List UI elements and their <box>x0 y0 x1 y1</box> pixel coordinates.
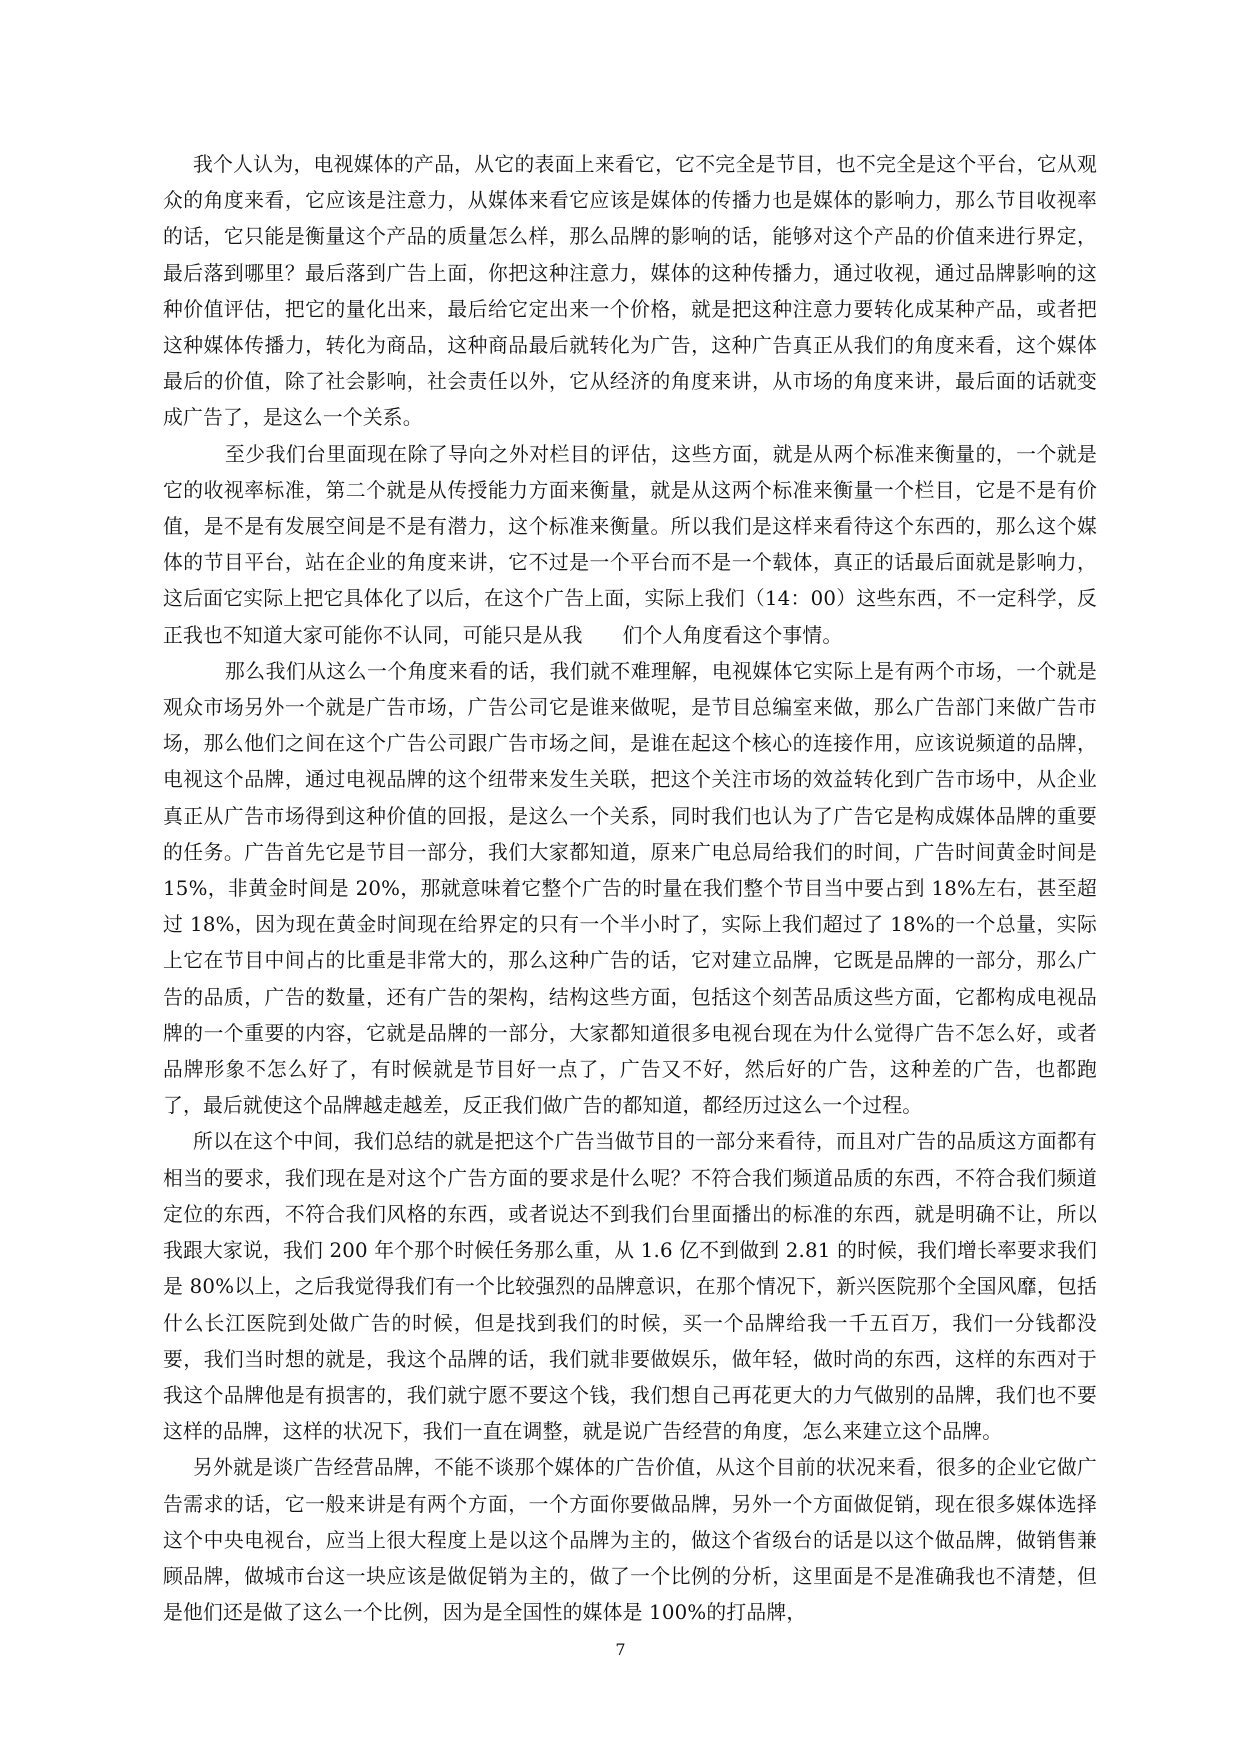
paragraph-1: 我个人认为，电视媒体的产品，从它的表面上来看它，它不完全是节目，也不完全是这个平台，它从观众的角度来看，它应该是注意力，从媒体来看它应该是媒体的传播力也是媒体的影响力，那么节目收视率的话，它只能是衡量这个产品的质量怎么样，那么品牌的影响的话，能够对这个产品的价值来进行界定，最后落到哪里？最后落到广告上面，你把这种注意力，媒体的这种传播力，通过收视，通过品牌影响的这种价值评估，把它的量化出来，最后给它定出来一个价格，就是把这种注意力要转化成某种产品，或者把这种媒体传播力，转化为商品，这种商品最后就转化为广告，这种广告真正从我们的角度来看，这个媒体最后的价值，除了社会影响，社会责任以外，它从经济的角度来讲，从市场的角度来讲，最后面的话就变成广告了，是这么一个关系。 <box>163 153 1097 430</box>
page-number: 7 <box>615 1640 626 1659</box>
paragraph-5: 另外就是谈广告经营品牌，不能不谈那个媒体的广告价值，从这个目前的状况来看，很多的企业它做广告需求的话，它一般来讲是有两个方面，一个方面你要做品牌，另外一个方面做促销，现在很多媒体选择这个中央电视台，应当上很大程度上是以这个品牌为主的，做这个省级台的话是以这个做品牌，做销售兼顾品牌，做城市台这一块应该是做促销为主的，做了一个比例的分析，这里面是不是准确我也不清楚，但是他们还是做了这么一个比例，因为是全国性的媒体是 100%的打品牌， <box>163 1456 1097 1625</box>
body-text <box>163 147 1097 1631</box>
paragraph-4: 所以在这个中间，我们总结的就是把这个广告当做节目的一部分来看待，而且对广告的品质这方面都有相当的要求，我们现在是对这个广告方面的要求是什么呢？不符合我们频道品质的东西，不符合我们频道定位的东西，不符合我们风格的东西，或者说达不到我们台里面播出的标准的东西，就是明确不让，所以我跟大家说，我们 200 年个那个时候任务那么重，从 1.6 亿不到做到 2.81 的时候，我们增长率要求我们是 80%以上，之后我觉得我们有一个比较强烈的品牌意识，在那个情况下，新兴医院那个全国风靡，包括什么长江医院到处做广告的时候，但是找到我们的时候，买一个品牌给我一千五百万，我们一分钱都没要，我们当时想的就是，我这个品牌的话，我们就非要做娱乐，做年轻，做时尚的东西，这样的东西对于我这个品牌他是有损害的，我们就宁愿不要这个钱，我们想自己再花更大的力气做别的品牌，我们也不要这样的品牌，这样的状况下，我们一直在调整，就是说广告经营的角度，怎么来建立这个品牌。 <box>163 1130 1097 1444</box>
paragraph-2: 至少我们台里面现在除了导向之外对栏目的评估，这些方面，就是从两个标准来衡量的，一个就是它的收视率标准，第二个就是从传授能力方面来衡量，就是从这两个标准来衡量一个栏目，它是不是有价值，是不是有发展空间是不是有潜力，这个标准来衡量。所以我们是这样来看待这个东西的，那么这个媒体的节目平台，站在企业的角度来讲，它不过是一个平台而不是一个载体，真正的话最后面就是影响力，这后面它实际上把它具体化了以后，在这个广告上面，实际上我们（14：00）这些东西，不一定科学，反正我也不知道大家可能你不认同，可能只是从我 们个人角度看这个事情。 <box>163 442 1097 647</box>
paragraph-3: 那么我们从这么一个角度来看的话，我们就不难理解，电视媒体它实际上是有两个市场，一个就是观众市场另外一个就是广告市场，广告公司它是谁来做呢，是节目总编室来做，那么广告部门来做广告市场，那么他们之间在这个广告公司跟广告市场之间，是谁在起这个核心的连接作用，应该说频道的品牌，电视这个品牌，通过电视品牌的这个纽带来发生关联，把这个关注市场的效益转化到广告市场中，从企业真正从广告市场得到这种价值的回报，是这么一个关系，同时我们也认为了广告它是构成媒体品牌的重要的任务。广告首先它是节目一部分，我们大家都知道，原来广电总局给我们的时间，广告时间黄金时间是 15%，非黄金时间是 20%，那就意味着它整个广告的时量在我们整个节目当中要占到 18%左右，甚至超过 18%，因为现在黄金时间现在给界定的只有一个半小时了，实际上我们超过了 18%的一个总量，实际上它在节目中间占的比重是非常大的，那么这种广告的话，它对建立品牌，它既是品牌的一部分，那么广告的品质，广告的数量，还有广告的架构，结构这些方面，包括这个刻苦品质这些方面，它都构成电视品牌的一个重要的内容，它就是品牌的一部分，大家都知道很多电视台现在为什么觉得广告不怎么好，或者品牌形象不怎么好了，有时候就是节目好一点了，广告又不好，然后好的广告，这种差的广告，也都跑了，最后就使这个品牌越走越差，反正我们做广告的都知道，都经历过这么一个过程。 <box>163 659 1097 1118</box>
